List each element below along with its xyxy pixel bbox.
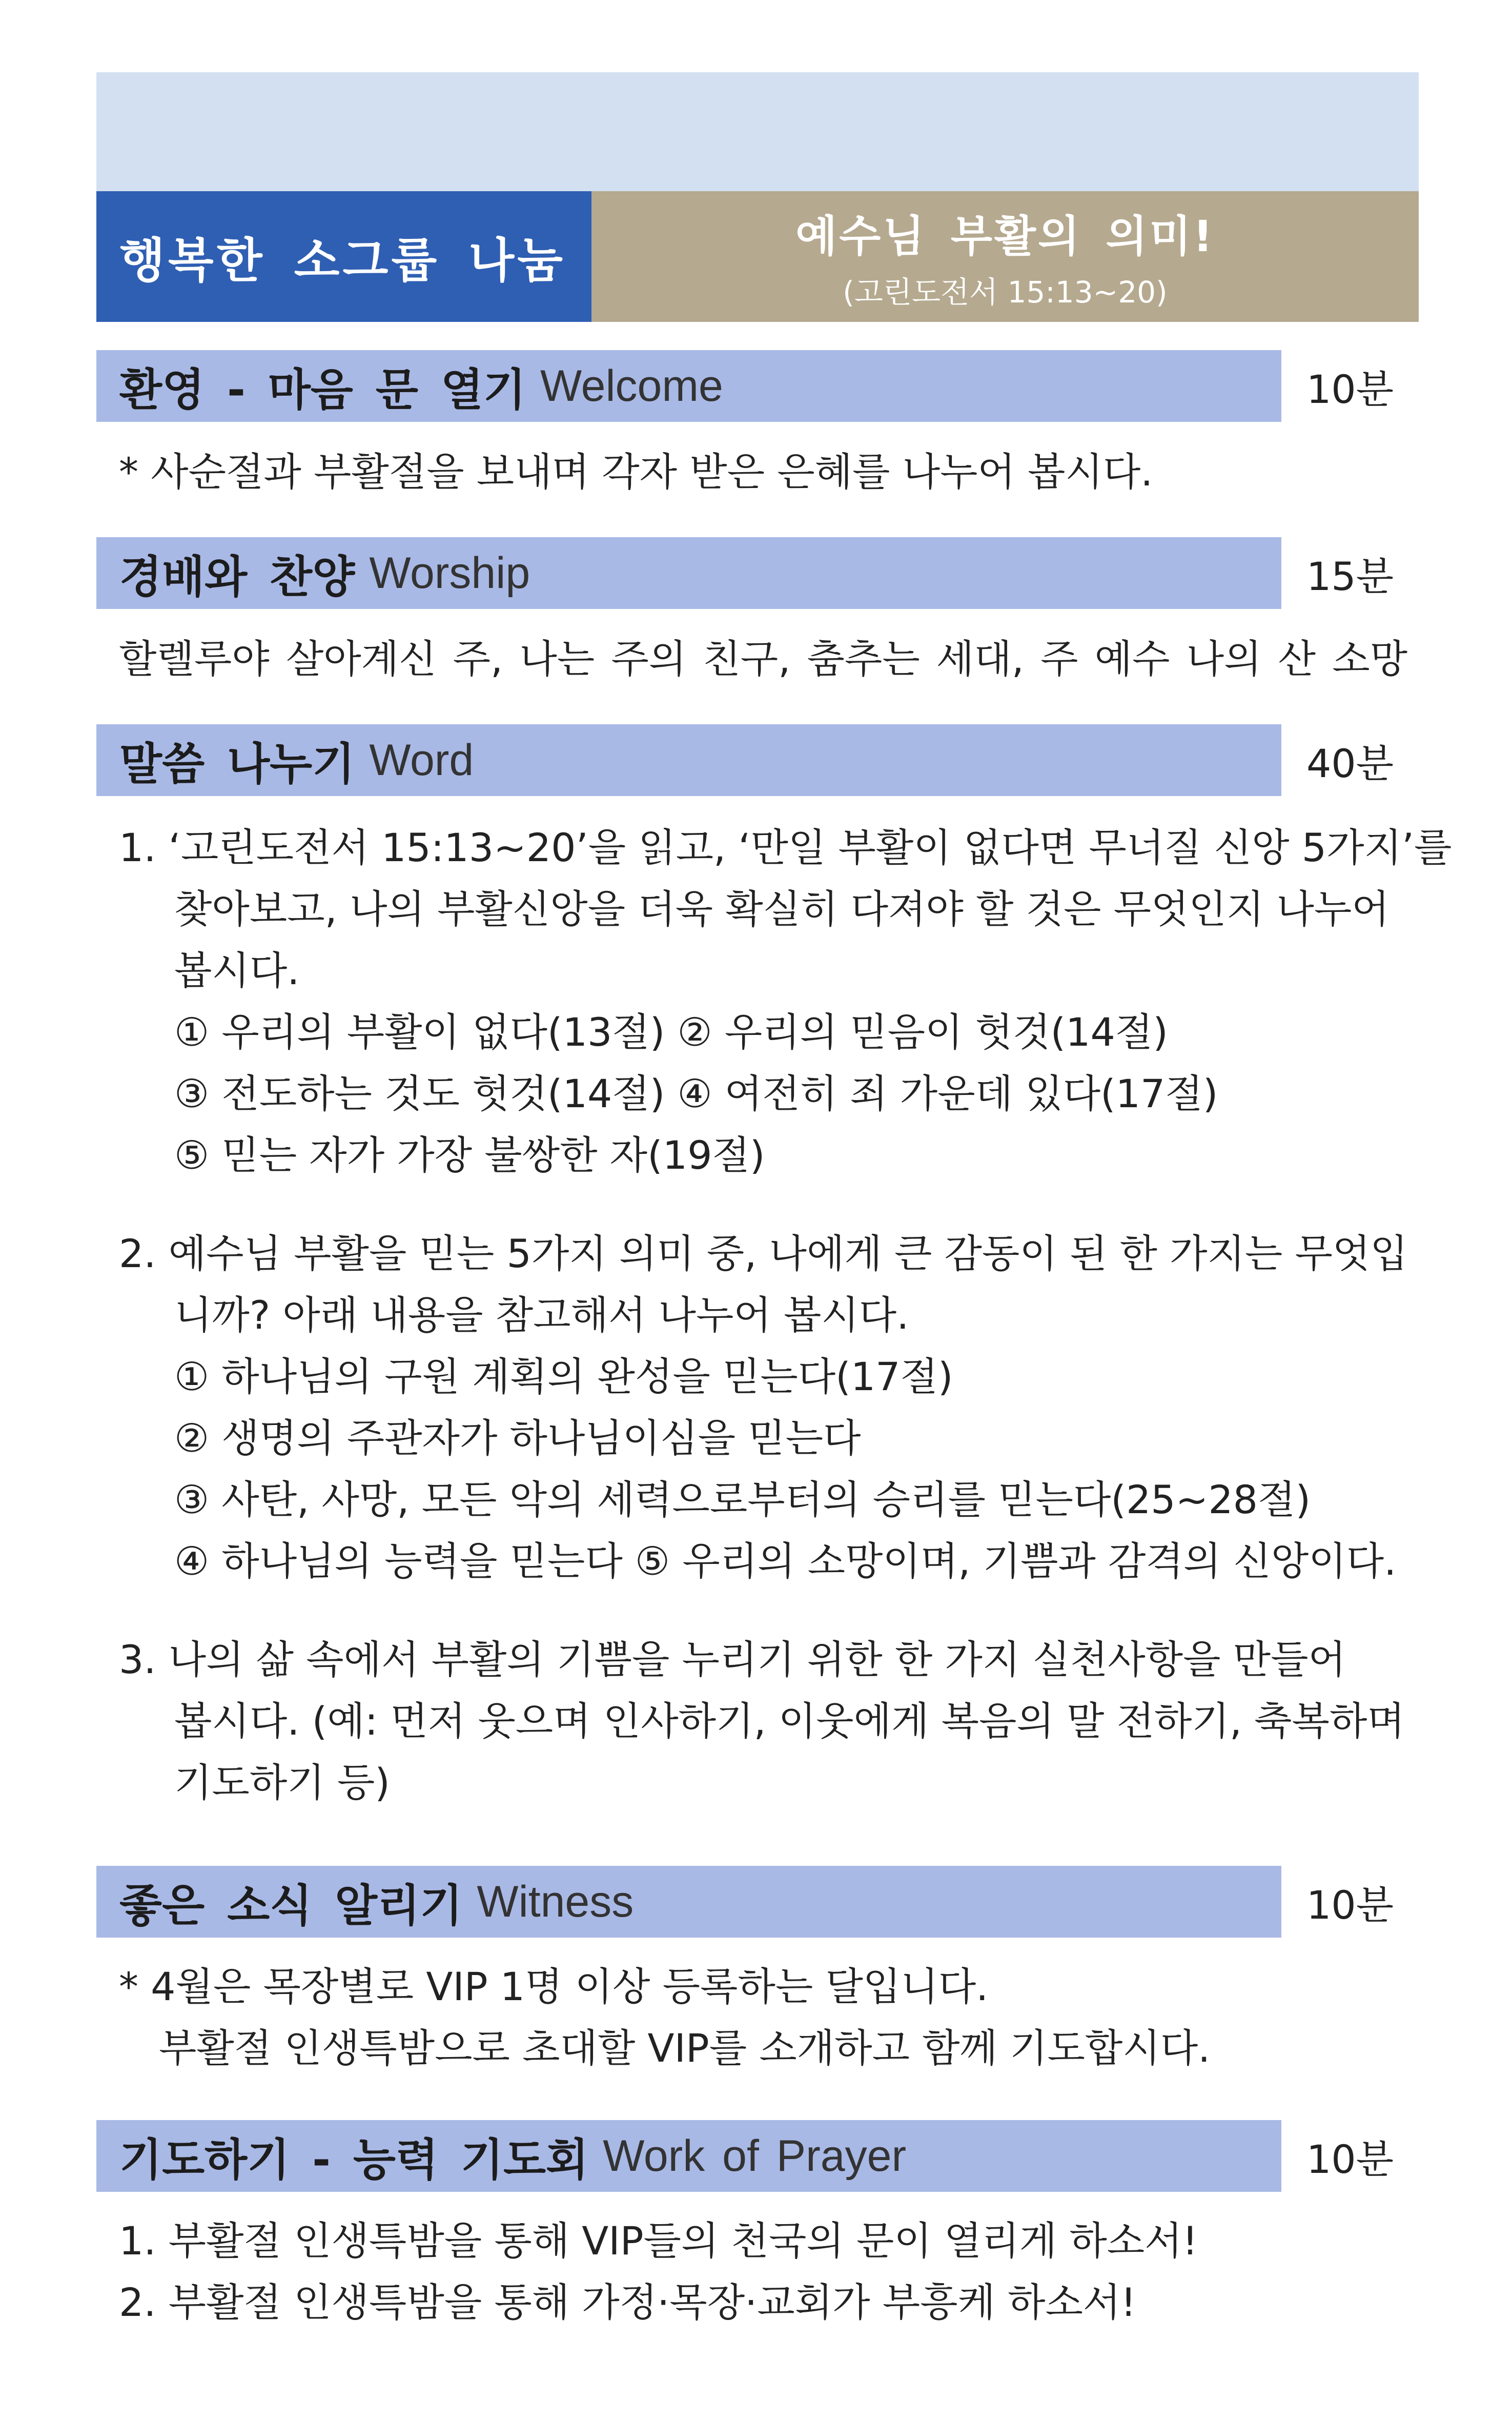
section-time: 10분 [1306,1882,1394,1928]
section-time: 10분 [1306,2136,1394,2182]
prayer-item: 1. 부활절 인생특밤을 통해 VIP들의 천국의 문이 열리게 하소서! [119,2218,1198,2264]
witness-line: * 4월은 목장별로 VIP 1명 이상 등록하는 달입니다. [119,1964,989,2009]
section-title-en: Witness [477,1877,634,1926]
section-title-en: Worship [369,548,530,598]
header-band [96,72,1419,191]
question-3-line: 봅시다. (예: 먼저 웃으며 인사하기, 이웃에게 복음의 말 전하기, 축복하며 [174,1698,1405,1744]
section-title-en: Work of Prayer [603,2131,907,2181]
sermon-title: 예수님 부활의 의미! [795,211,1215,261]
question-1-item: ③ 전도하는 것도 헛것(14절) ④ 여전히 죄 가운데 있다(17절) [174,1071,1218,1116]
section-title: 경배와 찬양 [119,552,355,603]
question-1-line: 1. ‘고린도전서 15:13~20’을 읽고, ‘만일 부활이 없다면 무너질 신앙 5가지’를 [119,825,1452,870]
section-time: 10분 [1306,366,1394,412]
question-1-item: ① 우리의 부활이 없다(13절) ② 우리의 믿음이 헛것(14절) [174,1009,1168,1055]
question-2-line: 니까? 아래 내용을 참고해서 나누어 봅시다. [174,1292,909,1338]
sermon-reference: (고린도전서 15:13~20) [843,275,1168,310]
question-2-item: ③ 사탄, 사망, 모든 악의 세력으로부터의 승리를 믿는다(25~28절) [174,1477,1311,1522]
question-2-item: ④ 하나님의 능력을 믿는다 ⑤ 우리의 소망이며, 기쁨과 감격의 신앙이다. [174,1538,1397,1584]
question-1-item: ⑤ 믿는 자가 가장 불쌍한 자(19절) [174,1132,765,1178]
section-header-welcome [96,350,1281,422]
sermon-title-box [591,191,1419,322]
question-2-item: ① 하나님의 구원 계획의 완성을 믿는다(17절) [174,1354,953,1399]
question-3-line: 3. 나의 삶 속에서 부활의 기쁨을 누리기 위한 한 가지 실천사항을 만들어 [119,1637,1346,1682]
prayer-item: 2. 부활절 인생특밤을 통해 가정·목장·교회가 부흥케 하소서! [119,2279,1136,2325]
section-title: 좋은 소식 알리기 [119,1880,463,1931]
question-1-line: 찾아보고, 나의 부활신앙을 더욱 확실히 다져야 할 것은 무엇인지 나누어 [174,886,1390,932]
section-time: 40분 [1306,740,1394,786]
section-title: 환영 - 마음 문 열기 [119,364,526,416]
section-title: 기도하기 - 능력 기도회 [119,2134,589,2186]
worship-songs: 할렐루야 살아계신 주, 나는 주의 친구, 춤추는 세대, 주 예수 나의 산 소망 [119,636,1408,682]
welcome-text: * 사순절과 부활절을 보내며 각자 받은 은혜를 나누어 봅시다. [119,449,1153,495]
section-header-witness [96,1866,1281,1938]
section-header-prayer [96,2120,1281,2192]
page-title: 행복한 소그룹 나눔 [96,191,591,322]
section-time: 15분 [1306,553,1394,599]
section-title-en: Word [369,735,474,785]
section-header-word [96,724,1281,796]
question-3-line: 기도하기 등) [174,1760,390,1805]
section-header-worship [96,537,1281,609]
section-title-en: Welcome [540,361,723,411]
question-1-line: 봅시다. [174,948,300,993]
question-2-line: 2. 예수님 부활을 믿는 5가지 의미 중, 나에게 큰 감동이 된 한 가지는 무엇입 [119,1231,1408,1276]
section-title: 말씀 나누기 [119,739,355,790]
question-2-item: ② 생명의 주관자가 하나님이심을 믿는다 [174,1415,861,1461]
witness-line: 부활절 인생특밤으로 초대할 VIP를 소개하고 함께 기도합시다. [159,2025,1211,2071]
